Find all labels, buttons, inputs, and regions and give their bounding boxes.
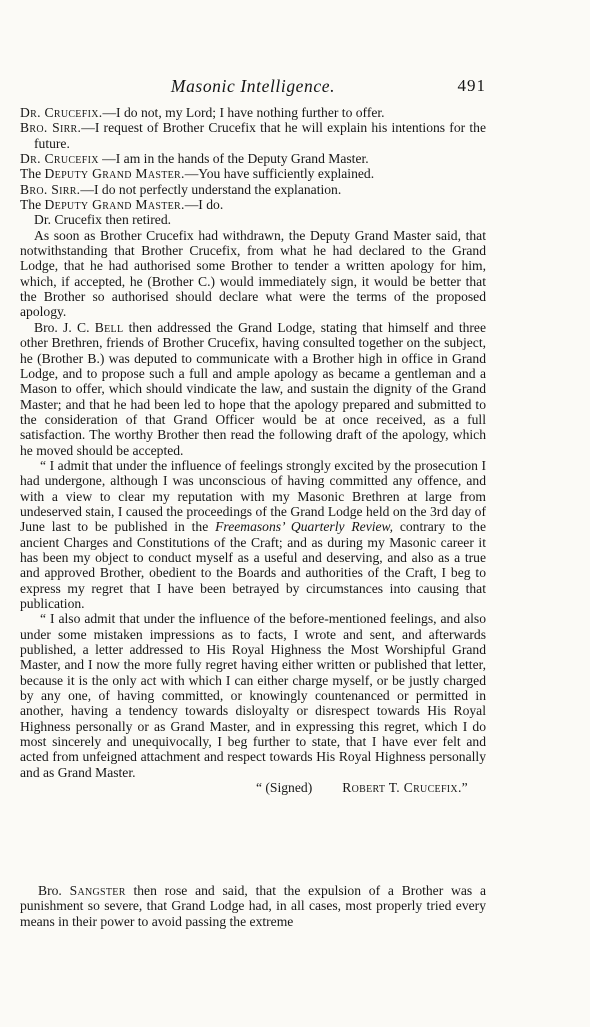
- speaker-prefix: The: [20, 197, 42, 213]
- apology-letter: [20, 458, 486, 796]
- dialogue-line: [20, 105, 486, 120]
- speaker: Deputy Grand Master.: [44, 197, 185, 213]
- signature-line: [20, 780, 486, 795]
- speaker-prefix: Bro. J. C.: [34, 319, 90, 335]
- narrative-paragraph: As soon as Brother Crucefix had withdrawn, the Deputy Grand Master said, that notwithstanding that Brother Crucefix, from what he had declared to the Grand Lodge, that he had authorised some Brother to tender a written apology for him, which, if accepted, he (Brother C.) would immediately sign, it would be better that the Brother so authorised should declare what were the terms of the proposed apology.: [20, 227, 486, 320]
- narrative-paragraph: Dr. Crucefix then retired.: [34, 212, 172, 228]
- signatory: Robert T. Crucefix.”: [342, 780, 468, 796]
- speaker-prefix: The: [20, 166, 42, 182]
- dialogue-line: [20, 197, 486, 212]
- running-title: Masonic Intelligence.: [170, 76, 336, 96]
- apology-paragraph: [20, 458, 486, 611]
- speech: —You have sufficiently explained.: [184, 166, 375, 182]
- apology-text: “ I admit that under the influence of feelings strongly excited by the prosecution I had undergone, although I was unconscious of having committed any offence, and with a view to clear my reputation with my Masonic Brethren at large from undeserved stain, I caused the proceedings of the Grand Lodge held on the 3rd day of June last to be published in the: [20, 457, 486, 535]
- speaker: Bro. Sirr.: [20, 120, 82, 136]
- apology-text: contrary to the ancient Charges and Constitutions of the Craft; and as during my Masonic career it has been my object to conduct myself as a useful and deserving, and also as a true and approved Brother, obedient to the Boards and authorities of the Craft, I beg to express my regret that I have been betrayed by circumstances into causing that publication.: [20, 519, 486, 611]
- narrative-text: then addressed the Grand Lodge, stating that himself and three other Brethren, friends of Brother Crucefix, having consulted together on the subject, he (Brother B.) was deputed to communicate with a Brother high in office in Grand Lodge, and to propose such a full and ample apology as became a gentleman and a Mason to offer, which should vindicate the law, and sustain the dignity of the Grand Master; and that he had been led to hope that the apology prepared and submitted to the consideration of that Grand Officer would be at once received, as a full satisfaction. The worthy Brother then read the following draft of the apology, which he moved should be accepted.: [20, 319, 487, 458]
- speaker: Sangster: [69, 883, 126, 898]
- closing-text: [20, 883, 486, 929]
- speaker: Bro. Sirr.: [20, 181, 81, 197]
- speech: —I am in the hands of the Deputy Grand Master.: [102, 151, 369, 167]
- dialogue-line: [20, 151, 486, 166]
- publication-title: Freemasons’ Quarterly Review,: [215, 519, 393, 535]
- narrative-text: then rose and said, that the expulsion of a Brother was a punishment so severe, that Grand Lodge had, in all cases, most properly tried every means in their power to avoid passing the extreme: [20, 883, 486, 929]
- speech: —I do not, my Lord; I have nothing further to offer.: [102, 105, 385, 120]
- signed-label: “ (Signed): [255, 780, 313, 796]
- speech: —I request of Brother Crucefix that he will explain his intentions for the future.: [34, 120, 486, 151]
- page-number: 491: [457, 76, 486, 95]
- speaker-prefix: Bro.: [38, 883, 62, 898]
- speaker: Bell: [94, 319, 124, 335]
- body-text: [20, 105, 486, 795]
- speech: —I do not perfectly understand the explanation.: [80, 181, 342, 197]
- speaker: Dr. Crucefix: [20, 151, 99, 167]
- apology-paragraph: “ I also admit that under the influence of the before-mentioned feelings, and also under some mistaken impressions as to facts, I wrote and sent, and afterwards published, a letter addressed to His Royal Highness the Most Worshipful Grand Master, and I now the more fully regret having either written or published that letter, because it is the only act with which I can either charge myself, or be justly charged by any one, of having committed, or knowingly countenanced or permitted in another, having a tendency towards disloyalty or disrespect towards His Royal Highness personally or as Grand Master, and in expressing this regret, which I do most sincerely and unequivocally, I beg further to state, that I have ever felt and acted from unfeigned attachment and respect towards His Royal Highness personally and as Grand Master.: [20, 611, 486, 780]
- dialogue-line: [20, 182, 486, 197]
- speaker: Deputy Grand Master.: [44, 166, 185, 182]
- dialogue-line: [20, 120, 486, 151]
- narrative-paragraph: [20, 883, 486, 929]
- page-header: [20, 76, 486, 98]
- speech: —I do.: [184, 197, 224, 213]
- speaker: Dr. Crucefix.: [20, 105, 103, 120]
- dialogue-line: [20, 166, 486, 181]
- narrative-paragraph: [20, 320, 486, 458]
